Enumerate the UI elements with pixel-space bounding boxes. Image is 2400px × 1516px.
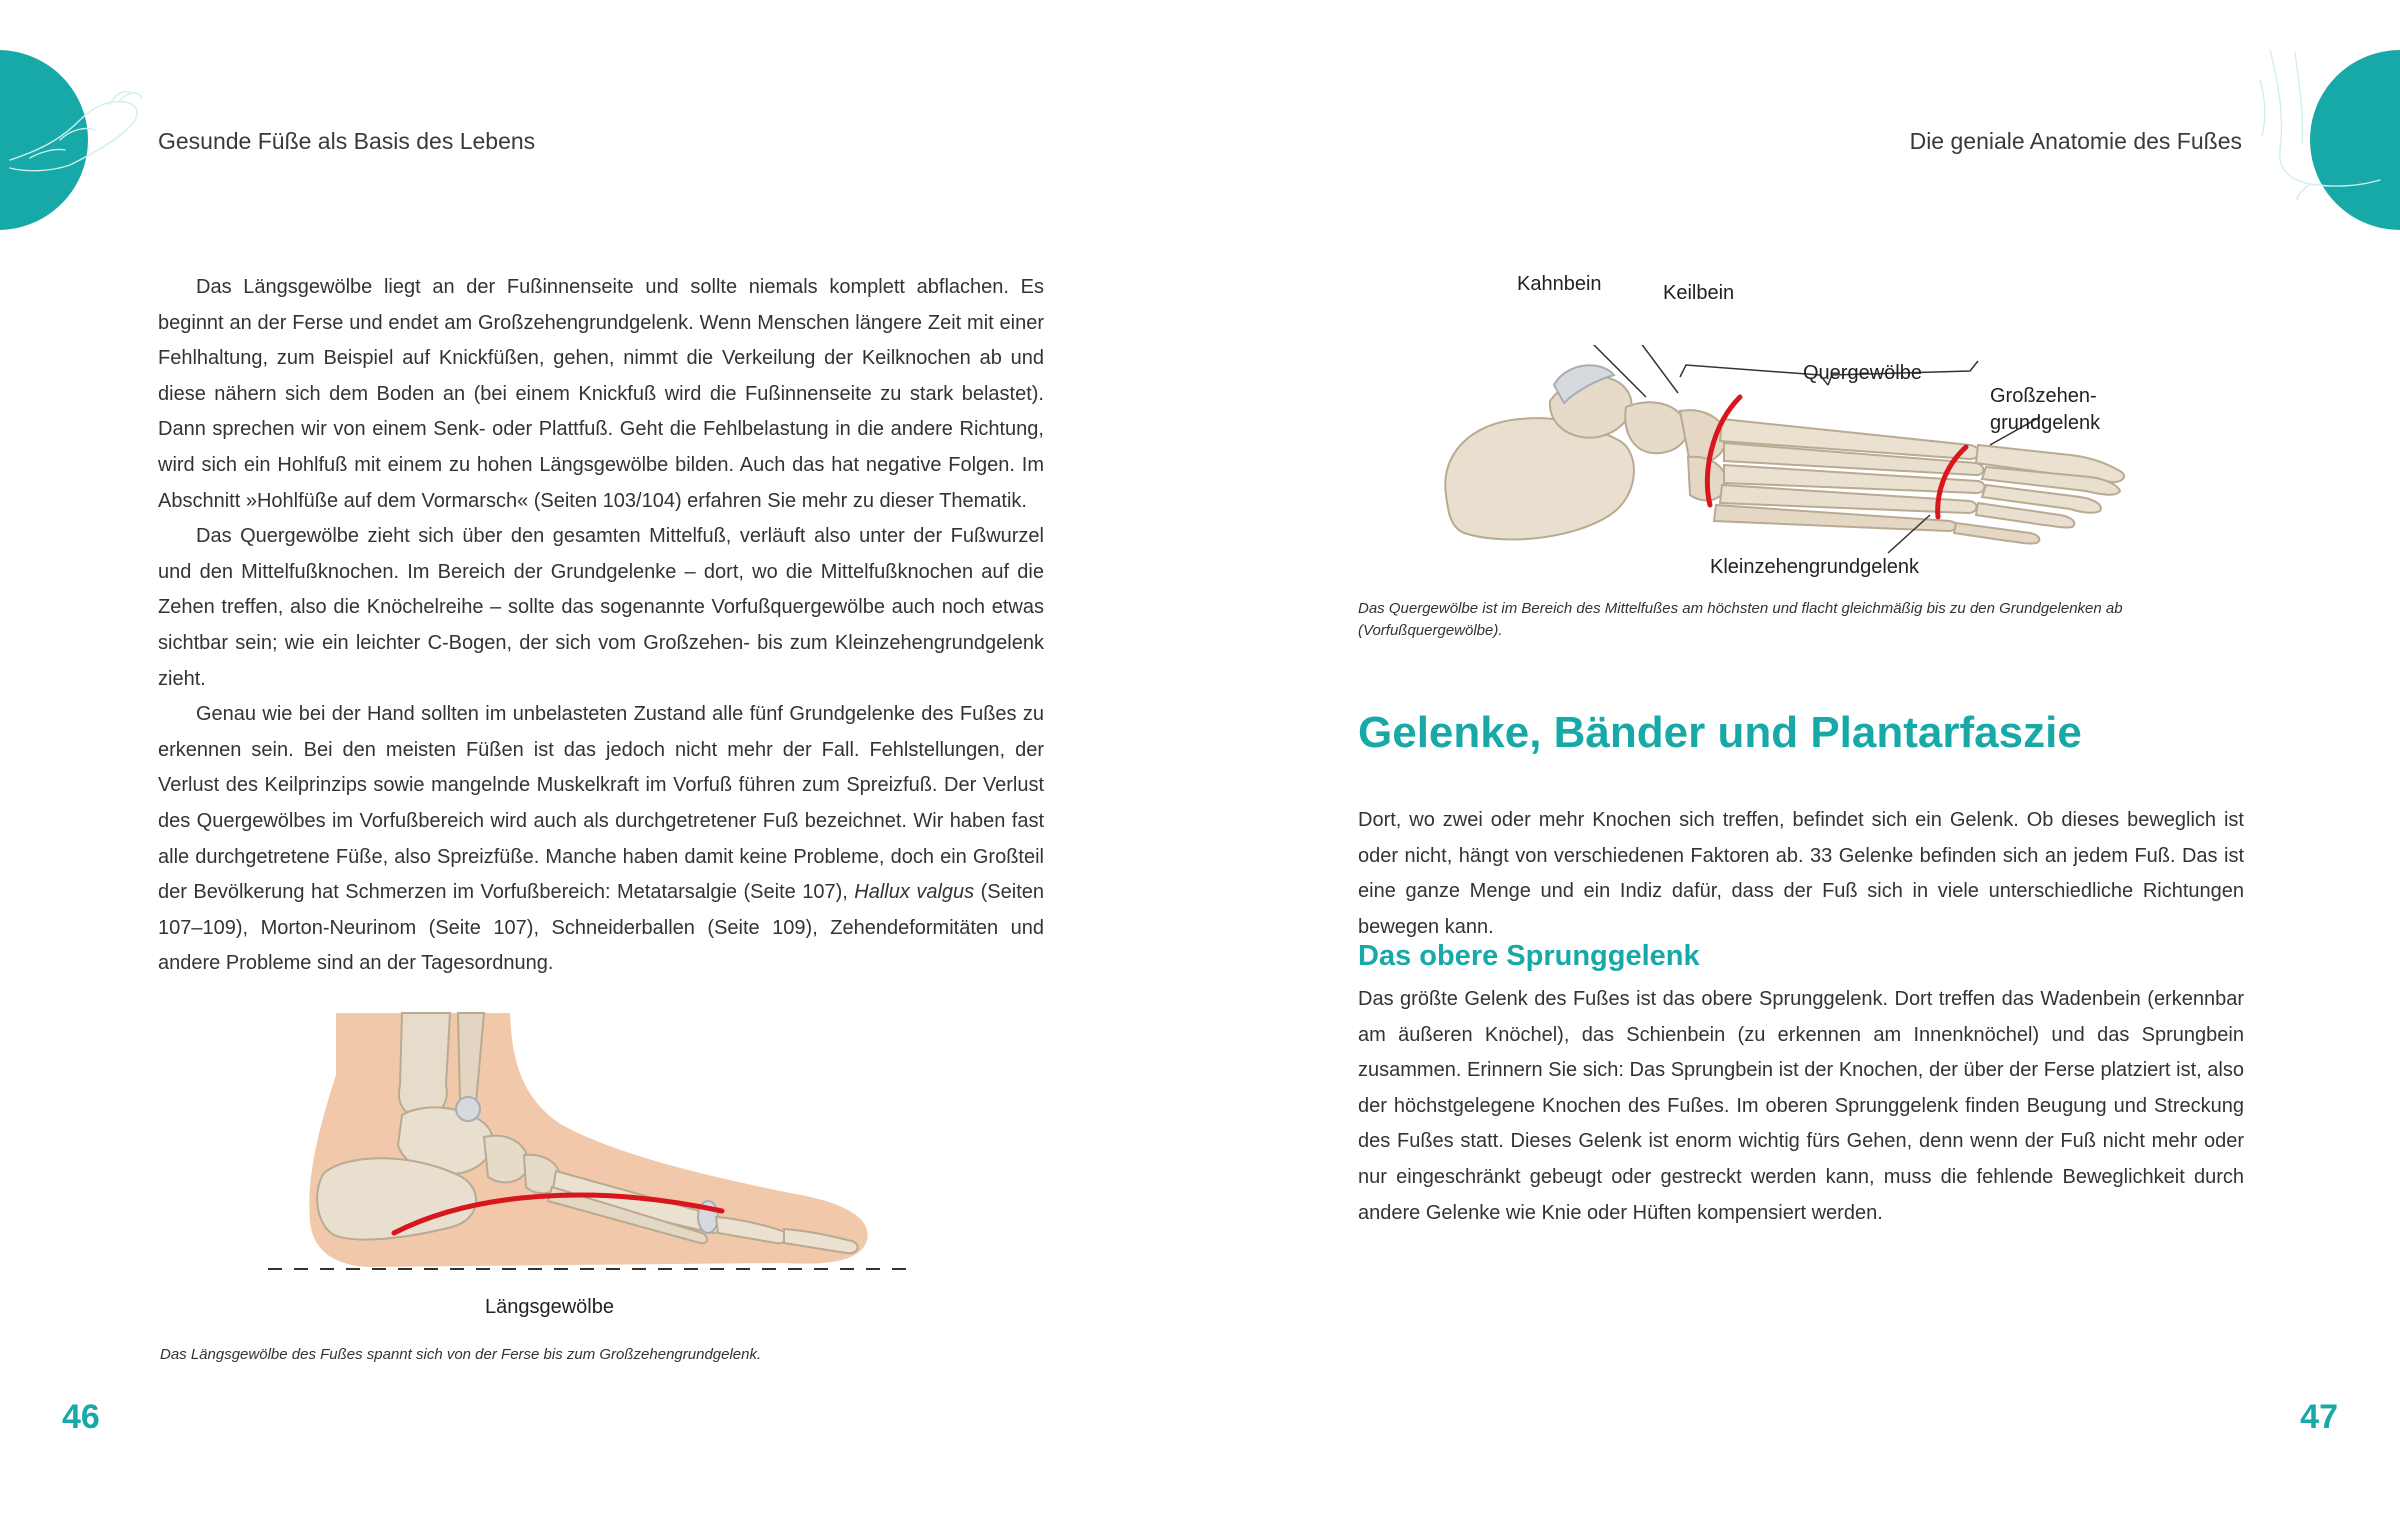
figure-label-kleinzehengrundgelenk: Kleinzehengrundgelenk [1710, 556, 1920, 578]
paragraph [158, 697, 1044, 982]
longitudinal-arch-figure [262, 1005, 922, 1280]
page-number: 47 [2300, 1398, 2338, 1436]
subsection-title: Das obere Sprunggelenk [1358, 940, 1700, 972]
right-page [1200, 0, 2400, 1516]
paragraph: Das Quergewölbe zieht sich über den gesamten Mittelfuß, verläuft also unter der Fußwurzel und den Mittelfußknochen. Im Bereich der Grundgelenke – dort, wo die Mittelfußknochen auf die Zehen treffen, also die Knöchelreihe – sollte das sogenannte Vorfußquergewölbe auch noch etwas sichtbar sein; wie ein leichter C-Bogen, der sich vom Großzehen- bis zum Kleinzehengrundgelenk zieht. [158, 525, 1044, 690]
italic-term: Hallux valgus [854, 881, 975, 904]
figure-label-laengsgewoelbe: Längsgewölbe [485, 1296, 614, 1318]
section-title: Gelenke, Bänder und Plantarfaszie [1358, 708, 2082, 757]
page-number: 46 [62, 1398, 100, 1436]
figure-label-grosszehen-line1: Großzehen- [1990, 385, 2097, 407]
left-body-text [158, 270, 1044, 982]
leg-sketch-icon [2240, 40, 2390, 200]
section-paragraph: Dort, wo zwei oder mehr Knochen sich treffen, befindet sich ein Gelenk. Ob dieses beweglich ist oder nicht, hängt von verschiedenen Faktoren ab. 33 Gelenke befinden sich an jedem Fuß. Das ist eine ganze Menge und ein Indiz dafür, dass der Fuß sich in viele unterschiedliche Richtungen bewegen kann. [1358, 809, 2244, 938]
running-head: Gesunde Füße als Basis des Lebens [158, 128, 536, 154]
figure-label-keilbein: Keilbein [1663, 282, 1735, 304]
paragraph-text: Genau wie bei der Hand sollten im unbelasteten Zustand alle fünf Grundgelenke des Fußes zu erkennen sein. Bei den meisten Füßen ist das jedoch nicht mehr der Fall. Fehlstellungen, der Verlust des Keilprinzips sowie mangelnde Muskelkraft im Vorfuß führen zum Spreizfuß. Der Verlust des Quergewölbes im Vorfußbereich wird auch als durchgetretener Fuß bezeichnet. Wir haben fast alle durchgetretene Füße, also Spreizfüße. Manche haben damit keine Probleme, doch ein Großteil der Bevölkerung hat Schmerzen im Vorfußbereich: Metatarsalgie (Seite 107), [158, 703, 1044, 904]
figure-caption: Das Längsgewölbe des Fußes spannt sich von der Ferse bis zum Großzehengrundgelenk. [160, 1346, 762, 1363]
paragraph: Das Längsgewölbe liegt an der Fußinnenseite und sollte niemals komplett abflachen. Es beginnt an der Ferse und endet am Großzehengrundgelenk. Wenn Menschen längere Zeit mit einer Fehlhaltung, zum Beispiel auf Knickfüßen, gehen, nimmt die Verkeilung der Keilknochen ab und diese nähern sich dem Boden an (bei einem Knickfuß wird die Fußinnenseite zu stark belastet). Dann sprechen wir von einem Senk- oder Plattfuß. Geht die Fehlbelastung in die andere Richtung, wird sich ein Hohlfuß mit einem zu hohen Längsgewölbe bilden. Auch das hat negative Folgen. Im Abschnitt »Hohlfüße auf dem Vormarsch« (Seiten 103/104) erfahren Sie mehr zu dieser Thematik. [158, 276, 1044, 512]
figure-caption: Das Quergewölbe ist im Bereich des Mittelfußes am höchsten und flacht gleichmäßig bis zu den Grundgelenken ab (Vorfußquergewölbe). [1358, 600, 2123, 639]
paragraph-text: (Seiten 107–109), Morton-Neurinom (Seite 107), Schneiderballen (Seite 109), Zehendeformitäten und andere Probleme sind an der Tagesordnung. [158, 881, 1044, 975]
subsection-paragraph: Das größte Gelenk des Fußes ist das obere Sprunggelenk. Dort treffen das Wadenbein (erkennbar am äußeren Knöchel), das Schienbein (zu erkennen am Innenknöchel) und das Sprungbein zusammen. Erinnern Sie sich: Das Sprungbein ist der Knochen, der über der Ferse platziert ist, also der höchstgelegene Knochen des Fußes. Im oberen Sprunggelenk finden Beugung und Streckung des Fußes statt. Dieses Gelenk ist enorm wichtig fürs Gehen, denn wenn der Fuß nicht mehr oder nur eingeschränkt gebeugt oder gestreckt werden kann, muss die fehlende Beweglichkeit durch andere Gelenke wie Knie oder Hüften kompensiert werden. [1358, 988, 2244, 1224]
running-head: Die geniale Anatomie des Fußes [1909, 128, 2242, 154]
figure-label-quergewoelbe: Quergewölbe [1803, 362, 1922, 384]
foot-sketch-icon [0, 40, 160, 200]
figure-label-kahnbein: Kahnbein [1517, 273, 1602, 295]
figure-label-grosszehen-line2: grundgelenk [1990, 412, 2101, 434]
